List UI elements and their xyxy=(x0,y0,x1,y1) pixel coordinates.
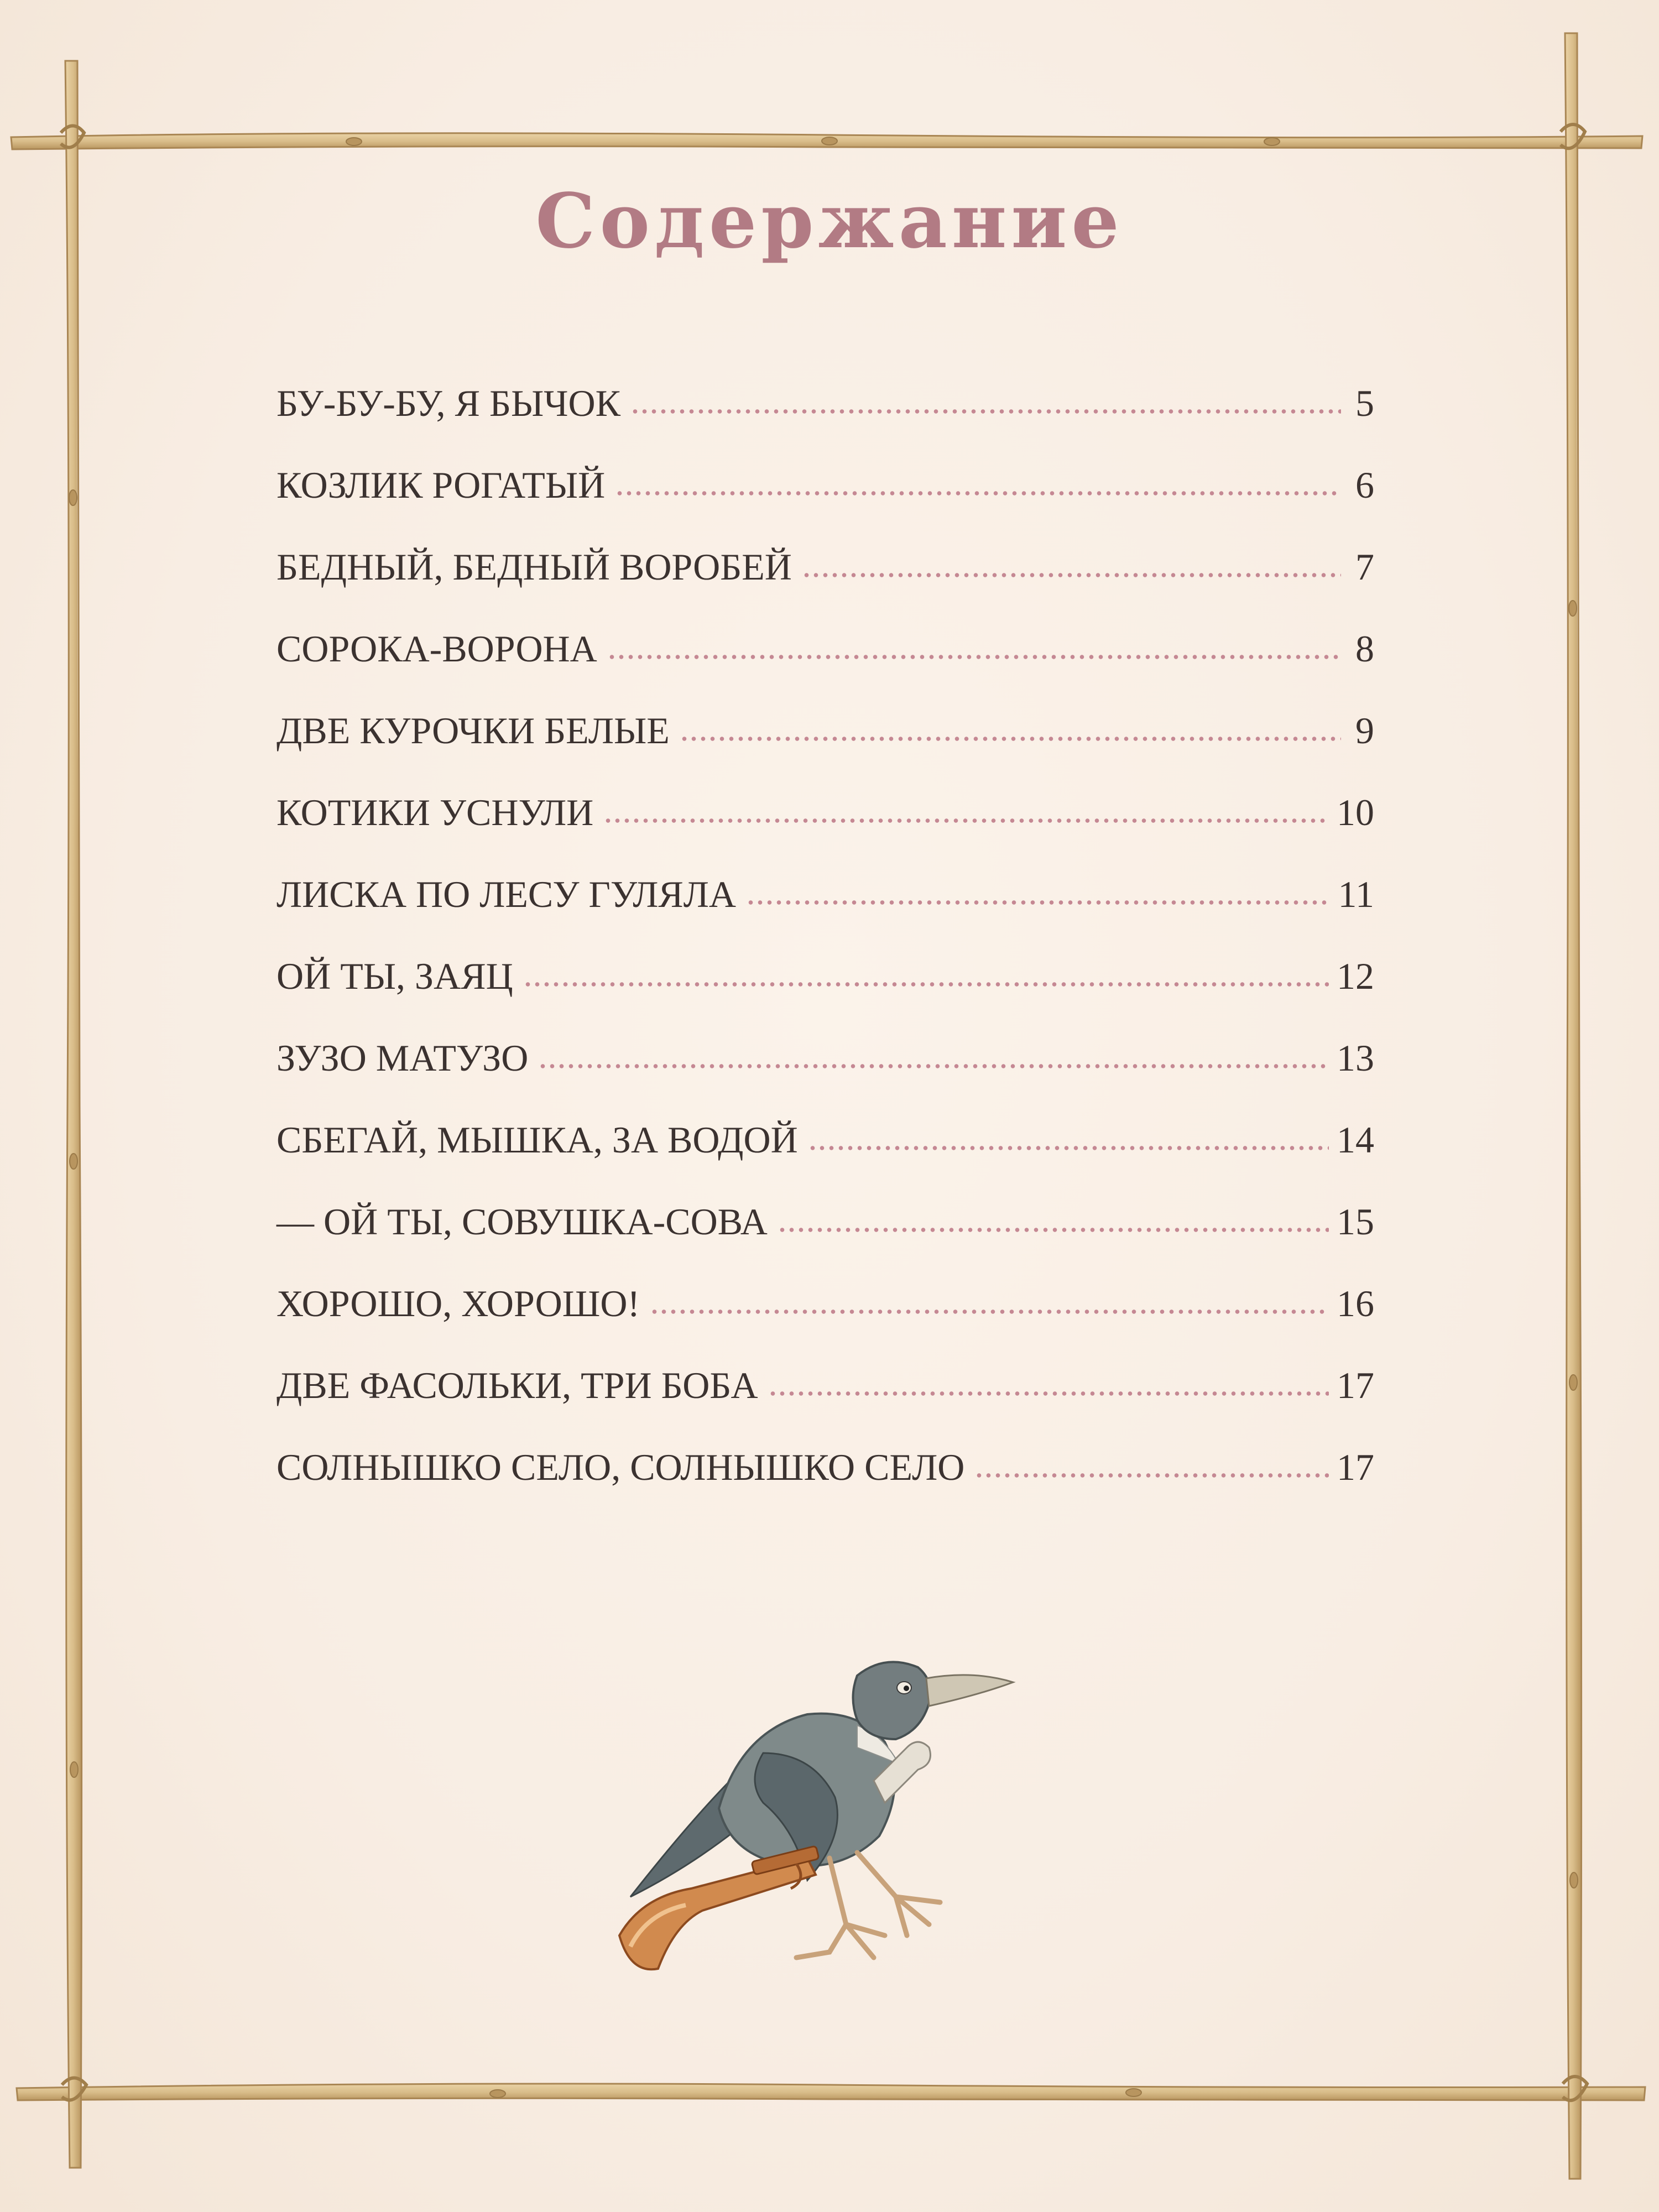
toc-leader-dots xyxy=(650,1310,1329,1314)
toc-entry xyxy=(276,1118,1374,1200)
toc-entry-title: ЛИСКА ПО ЛЕСУ ГУЛЯЛА xyxy=(276,873,737,915)
toc-entry xyxy=(276,1364,1374,1446)
toc-leader-dots xyxy=(680,737,1341,741)
toc-leader-dots xyxy=(808,1146,1329,1150)
toc-entry-page-number: 13 xyxy=(1337,1037,1374,1079)
toc-entry xyxy=(276,463,1374,545)
table-of-contents xyxy=(276,382,1374,1527)
toc-entry xyxy=(276,1200,1374,1282)
toc-entry-title: ХОРОШО, ХОРОШО! xyxy=(276,1282,640,1324)
toc-entry-title: БУ-БУ-БУ, Я БЫЧОК xyxy=(276,382,620,424)
toc-entry xyxy=(276,1036,1374,1118)
toc-entry-page-number: 10 xyxy=(1337,791,1374,833)
toc-entry xyxy=(276,382,1374,463)
toc-entry-page-number: 5 xyxy=(1355,382,1374,424)
toc-entry-page-number: 8 xyxy=(1355,628,1374,670)
toc-leader-dots xyxy=(615,491,1341,495)
toc-leader-dots xyxy=(802,573,1341,577)
page-title: Содержание xyxy=(535,177,1124,265)
toc-entry-title: — ОЙ ТЫ, СОВУШКА-СОВА xyxy=(276,1201,768,1243)
toc-entry-page-number: 15 xyxy=(1337,1201,1374,1243)
toc-leader-dots xyxy=(607,655,1341,659)
toc-entry-page-number: 6 xyxy=(1355,464,1374,506)
toc-entry-page-number: 9 xyxy=(1355,709,1374,752)
toc-leader-dots xyxy=(523,982,1329,987)
crow-with-rifle-illustration xyxy=(597,1637,1040,2002)
toc-leader-dots xyxy=(603,818,1329,823)
toc-entry-page-number: 16 xyxy=(1337,1282,1374,1324)
toc-entry-title: БЕДНЫЙ, БЕДНЫЙ ВОРОБЕЙ xyxy=(276,546,792,588)
toc-entry-page-number: 14 xyxy=(1337,1119,1374,1161)
toc-leader-dots xyxy=(778,1228,1329,1232)
toc-entry xyxy=(276,873,1374,954)
toc-entry-title: ДВЕ КУРОЧКИ БЕЛЫЕ xyxy=(276,709,670,752)
toc-entry xyxy=(276,791,1374,873)
toc-leader-dots xyxy=(768,1391,1329,1396)
toc-entry-page-number: 7 xyxy=(1355,546,1374,588)
toc-entry xyxy=(276,1282,1374,1364)
toc-leader-dots xyxy=(538,1064,1329,1068)
toc-entry xyxy=(276,709,1374,791)
toc-entry-title: КОЗЛИК РОГАТЫЙ xyxy=(276,464,606,506)
toc-entry-page-number: 17 xyxy=(1337,1364,1374,1406)
toc-entry-page-number: 17 xyxy=(1337,1446,1374,1488)
toc-entry-page-number: 11 xyxy=(1338,873,1374,915)
toc-entry xyxy=(276,1446,1374,1527)
toc-entry-title: ЗУЗО МАТУЗО xyxy=(276,1037,529,1079)
toc-entry-title: СОРОКА-ВОРОНА xyxy=(276,628,597,670)
toc-leader-dots xyxy=(630,409,1341,414)
toc-entry-title: СОЛНЫШКО СЕЛО, СОЛНЫШКО СЕЛО xyxy=(276,1446,965,1488)
toc-leader-dots xyxy=(746,900,1331,905)
toc-entry-title: ДВЕ ФАСОЛЬКИ, ТРИ БОБА xyxy=(276,1364,758,1406)
toc-entry-title: ОЙ ТЫ, ЗАЯЦ xyxy=(276,955,513,997)
toc-leader-dots xyxy=(974,1473,1329,1478)
toc-entry-title: СБЕГАЙ, МЫШКА, ЗА ВОДОЙ xyxy=(276,1119,798,1161)
toc-entry xyxy=(276,545,1374,627)
toc-entry xyxy=(276,954,1374,1036)
toc-entry xyxy=(276,627,1374,709)
toc-entry-title: КОТИКИ УСНУЛИ xyxy=(276,791,594,833)
toc-entry-page-number: 12 xyxy=(1337,955,1374,997)
